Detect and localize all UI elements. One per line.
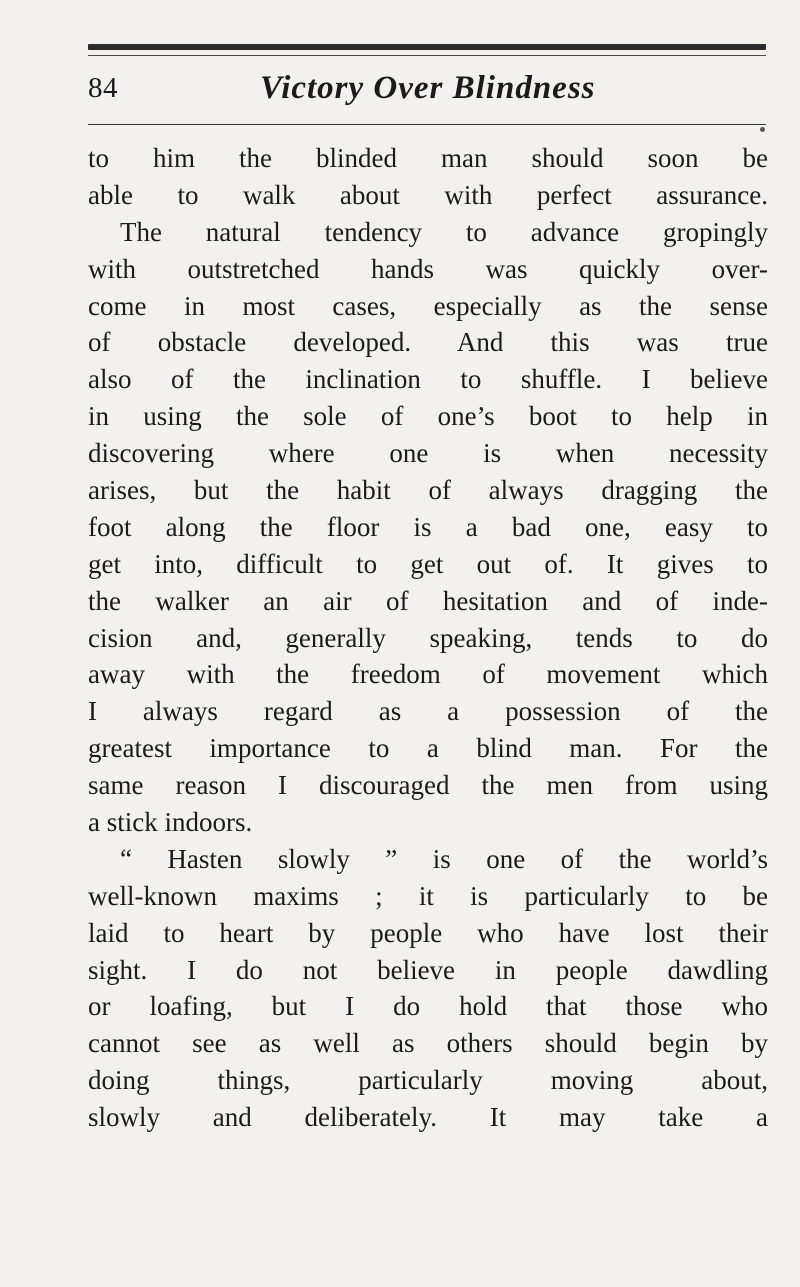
text-line: of obstacle developed. And this was true xyxy=(88,327,768,358)
text-line: doing things, particularly moving about, xyxy=(88,1065,768,1096)
top-rule-thin xyxy=(88,55,766,56)
text-line: laid to heart by people who have lost their xyxy=(88,917,768,948)
text-line: also of the inclination to shuffle. I believe xyxy=(88,364,768,395)
text-line: same reason I discouraged the men from using xyxy=(88,770,768,801)
text-line: able to walk about with perfect assurance. xyxy=(88,179,768,210)
text-line: to him the blinded man should soon be xyxy=(88,143,768,173)
text-line: with outstretched hands was quickly over- xyxy=(88,253,768,284)
text-line: “ Hasten slowly ” is one of the world’s xyxy=(120,843,768,874)
text-line: a stick indoors. xyxy=(88,807,253,838)
page-number: 84 xyxy=(88,72,118,104)
header-rule xyxy=(88,124,766,125)
top-rule xyxy=(88,44,766,50)
text-line: greatest importance to a blind man. For the xyxy=(88,733,768,764)
text-line: or loafing, but I do hold that those who xyxy=(88,991,768,1022)
text-line: cision and, generally speaking, tends to do xyxy=(88,622,768,653)
text-line: come in most cases, especially as the sense xyxy=(88,290,768,321)
text-line: sight. I do not believe in people dawdling xyxy=(88,954,768,985)
text-line: The natural tendency to advance gropingly xyxy=(120,216,768,247)
text-line: foot along the floor is a bad one, easy to xyxy=(88,511,768,542)
text-line: cannot see as well as others should begin by xyxy=(88,1028,768,1059)
text-line: in using the sole of one’s boot to help in xyxy=(88,401,768,432)
running-head xyxy=(88,68,766,116)
text-line: arises, but the habit of always dragging the xyxy=(88,475,768,506)
text-line: get into, difficult to get out of. It gives to xyxy=(88,548,768,579)
text-line: the walker an air of hesitation and of inde- xyxy=(88,585,768,616)
text-line: I always regard as a possession of the xyxy=(88,696,768,727)
ink-speck xyxy=(760,127,765,132)
text-line: well-known maxims ; it is particularly to be xyxy=(88,880,768,911)
running-title: Victory Over Blindness xyxy=(260,70,596,106)
text-line: discovering where one is when necessity xyxy=(88,438,768,469)
text-line: slowly and deliberately. It may take a xyxy=(88,1102,768,1133)
text-line: away with the freedom of movement which xyxy=(88,659,768,690)
body-text xyxy=(88,140,768,1136)
